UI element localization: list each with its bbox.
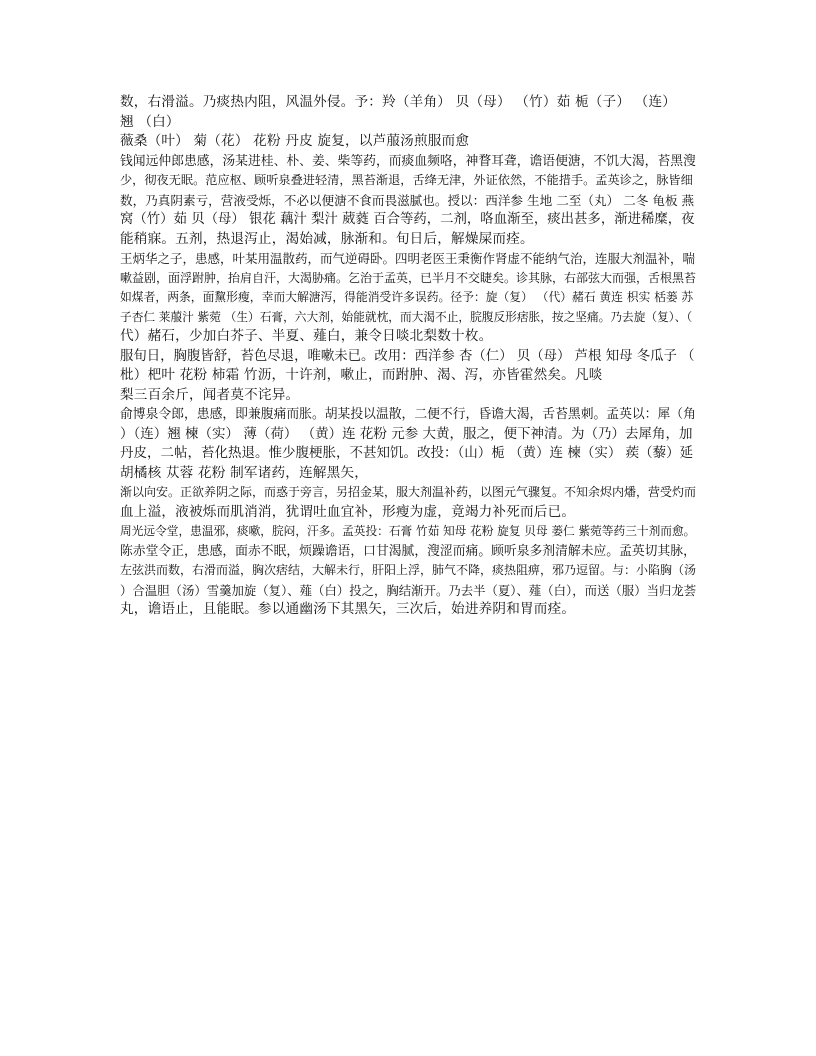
text-line: 代）赭石，少加白芥子、半夏、薤白，兼令日啖北梨数十枚。 (120, 328, 493, 344)
text-line: 陈赤堂令正，患感，面赤不眠，烦躁谵语，口甘渴腻，溲涩而痛。顾听泉多剂清解未应。孟英切其脉， (120, 543, 696, 559)
text-line: 服旬日，胸腹皆舒，苔色尽退，唯嗽未已。改用：西洋参 杏（仁） 贝（母） 芦根 知母 冬瓜子 （ (120, 348, 695, 364)
text-line: 枇）杷叶 花粉 柿霜 竹沥，十许剂，嗽止，而跗肿、渴、泻，亦皆霍然矣。凡啖 (120, 367, 603, 383)
text-line: 胡橘核 苁蓉 花粉 制军诸药，连解黑矢， (120, 464, 369, 481)
text-line: 钱闻远仲郎患感，汤某进桂、朴、姜、柴等药，而痰血频咯，神瞀耳聋，谵语便溏，不饥大渴，苔黑溲 (120, 153, 696, 169)
text-line: 如煤者，两条，面黧形瘦，幸而大解溏泻，得能消受许多误药。径予：旋（复） （代）赭石 黄连 枳实 栝蒌 苏 (120, 290, 694, 304)
text-line: 王炳华之子，患感，叶某用温散药，而气逆碍卧。四明老医王秉衡作肾虚不能纳气治，连服大剂温补，喘 (120, 251, 696, 266)
body-text (120, 93, 696, 620)
text-line: 血上溢，液被烁而肌消消，犹谓吐血宜补，形瘦为虚，竟竭力补死而后已。 (120, 503, 576, 520)
text-line: 数，右滑溢。乃痰热内阻，风温外侵。予：羚（羊角） 贝（母） （竹）茹 栀（子） （连） (120, 94, 677, 110)
text-line: 丹皮，二帖，苔化热退。惟少腹梗胀，不甚知饥。改投：（山）栀 （黄）连 楝（实） 蒺（藜）延 (120, 445, 694, 461)
text-line: 梨三百余斤，闻者莫不诧异。 (120, 386, 300, 403)
text-line: 少，彻夜无眠。范应枢、顾听泉叠进轻清，黑苔渐退，舌绛无津，外证依然，不能措手。孟英诊之，脉皆细 (120, 173, 693, 187)
text-line: 左弦洪而数，右滑而溢，胸次痞结，大解未行，肝阳上浮，肺气不降，痰热阻痹，邪乃逗留。与：小陷胸（汤 (120, 563, 696, 577)
text-line: 俞博泉令郎，患感，即兼腹痛而胀。胡某投以温散，二便不行，昏谵大渴，舌苔黑刺。孟英以：犀（角 (120, 407, 696, 422)
text-line: 窝（竹）茹 贝（母） 银花 藕汁 梨汁 葳蕤 百合等药，二剂，咯血渐至，痰出甚多，渐进稀糜，夜 (120, 212, 695, 227)
text-line: 能稍寐。五剂，热退泻止，渴始减，脉渐和。旬日后，解燥屎而痊。 (120, 230, 534, 247)
text-line: 丸，谵语止，且能眠。参以通幽汤下其黑矢，三次后，始进养阴和胃而痊。 (120, 601, 576, 617)
text-line: 渐以向安。正欲养阴之际，而惑于旁言，另招金某，服大剂温补药，以图元气骤复。不知余烬内燔，营受灼而 (120, 485, 696, 499)
text-line: ）合温胆（汤）雪羹加旋（复）、薤（白）投之，胸结渐开。乃去半（夏）、薤（白），而送（服）当归龙荟 (120, 582, 696, 598)
text-line: 嗽益剧，面浮跗肿，抬肩自汗，大渴胁痛。乞治于孟英，已半月不交睫矣。诊其脉，右部弦大而强，舌根黑苔 (120, 270, 696, 285)
text-line: 翘 （白） (120, 113, 180, 130)
text-line: ）（连）翘 楝（实） 薄（荷） （黄）连 花粉 元参 大黄，服之，便下神清。为（乃）去犀角，加 (120, 425, 693, 442)
text-line: 周光远令堂，患温邪，痰嗽，脘闷，汗多。孟英投：石膏 竹茹 知母 花粉 旋复 贝母 蒌仁 紫菀等药三十剂而愈。 (120, 524, 696, 538)
text-line: 数，乃真阴素亏，营液受烁，不必以便溏不食而畏滋腻也。授以：西洋参 生地 二至（丸） 二冬 龟板 燕 (120, 192, 695, 208)
text-line: 子杏仁 莱菔汁 紫菀 （生）石膏，六大剂，始能就枕，而大渴不止，脘腹反形痞胀，按之坚痛。乃去旋（复）、（ (120, 309, 693, 324)
text-line: 薇桑（叶） 菊（花） 花粉 丹皮 旋复，以芦菔汤煎服而愈 (120, 133, 470, 149)
